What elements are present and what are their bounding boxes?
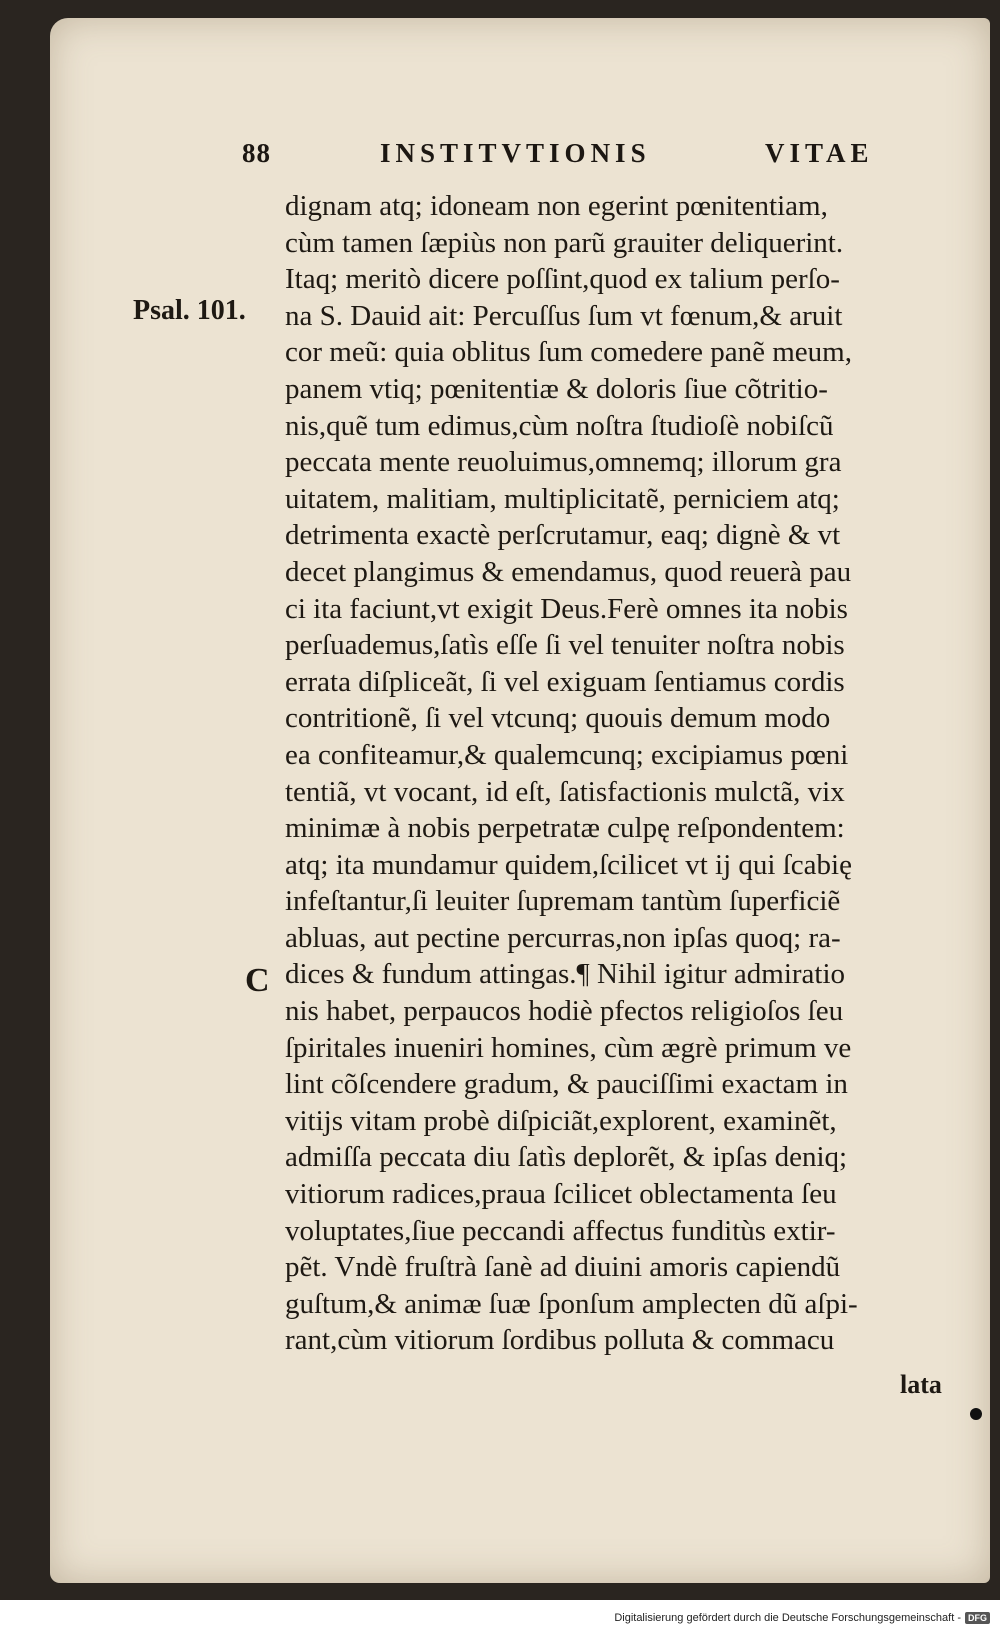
- text-line: decet plangimus & emendamus, quod reuerà pau: [285, 555, 852, 588]
- text-line: contritionẽ, ſi vel vtcunq; quouis demum modo: [285, 702, 831, 735]
- ink-spot: [970, 1408, 982, 1420]
- text-line: detrimenta exactè perſcrutamur, eaq; dignè & vt: [285, 519, 841, 552]
- text-line: errata diſpliceãt, ſi vel exiguam ſentiamus cordis: [285, 665, 845, 698]
- digitization-footer: [614, 1608, 990, 1628]
- text-line: ſpiritales inueniri homines, cùm ægrè primum ve: [285, 1031, 852, 1064]
- text-line: panem vtiq; pœnitentiæ & doloris ſiue cõtritio-: [285, 372, 828, 405]
- running-title-left: INSTITVTIONIS: [380, 138, 651, 168]
- running-title-right: VITAE: [765, 138, 874, 168]
- text-line: nis habet, perpaucos hodiè pfectos religioſos ſeu: [285, 995, 844, 1028]
- text-line: vitiorum radices,praua ſcilicet oblectamenta ſeu: [285, 1178, 837, 1211]
- dfg-logo-icon: DFG: [965, 1612, 990, 1624]
- margin-citation: Psal. 101.: [133, 295, 246, 326]
- footer-text: Digitalisierung gefördert durch die Deutsche Forschungsgemeinschaft -: [614, 1612, 961, 1624]
- text-line: perſuademus,ſatìs eſſe ſi vel tenuiter noſtra nobis: [285, 629, 845, 662]
- running-header: [230, 138, 890, 178]
- text-line: admiſſa peccata diu ſatìs deplorẽt, & ipſas deniq;: [285, 1141, 848, 1174]
- text-line: peccata mente reuoluimus,omnemq; illorum gra: [285, 446, 842, 479]
- text-line: dices & fundum attingas.¶ Nihil igitur admiratio: [285, 958, 846, 991]
- text-line: pẽt. Vndè fruſtrà ſanè ad diuini amoris capiendũ: [285, 1251, 841, 1284]
- margin-section-letter: C: [245, 962, 270, 999]
- text-line: Itaq; meritò dicere poſſint,quod ex talium perſo-: [285, 263, 840, 296]
- text-line: na S. Dauid ait: Percuſſus ſum vt fœnum,& aruit: [285, 299, 843, 332]
- text-line: ea confiteamur,& qualemcunq; excipiamus pœni: [285, 738, 849, 771]
- text-line: infeſtantur,ſi leuiter ſupremam tantùm ſuperficiẽ: [285, 885, 841, 918]
- catchword: lata: [900, 1370, 942, 1399]
- body-text: [285, 188, 945, 1359]
- page-number: 88: [242, 138, 271, 168]
- text-line: dignam atq; idoneam non egerint pœnitentiam,: [285, 190, 828, 222]
- text-line: lint cõſcendere gradum, & pauciſſimi exactam in: [285, 1068, 848, 1101]
- text-line: atq; ita mundamur quidem,ſcilicet vt ij qui ſcabię: [285, 848, 852, 881]
- text-line: guſtum,& animæ ſuæ ſponſum amplecten dũ aſpi-: [285, 1287, 858, 1320]
- text-line: uitatem, malitiam, multiplicitatẽ, perniciem atq;: [285, 482, 840, 515]
- text-line: tentiã, vt vocant, id eſt, ſatisfactionis mulctã, vix: [285, 775, 845, 808]
- text-line: vitijs vitam probè diſpiciãt,explorent, examinẽt,: [285, 1104, 837, 1137]
- text-line: cùm tamen ſæpiùs non parũ grauiter deliquerint.: [285, 226, 844, 259]
- text-line: voluptates,ſiue peccandi affectus funditùs extir-: [285, 1214, 836, 1247]
- text-line: ci ita faciunt,vt exigit Deus.Ferè omnes ita nobis: [285, 592, 848, 625]
- text-line: minimæ à nobis perpetratæ culpę reſpondentem:: [285, 812, 845, 845]
- text-line: nis,quẽ tum edimus,cùm noſtra ſtudioſè nobiſcũ: [285, 409, 834, 442]
- text-line: abluas, aut pectine percurras,non ipſas quoq; ra-: [285, 921, 841, 954]
- text-line: cor meũ: quia oblitus ſum comedere panẽ meum,: [285, 336, 852, 369]
- text-line: rant,cùm vitiorum ſordibus polluta & commacu: [285, 1324, 835, 1357]
